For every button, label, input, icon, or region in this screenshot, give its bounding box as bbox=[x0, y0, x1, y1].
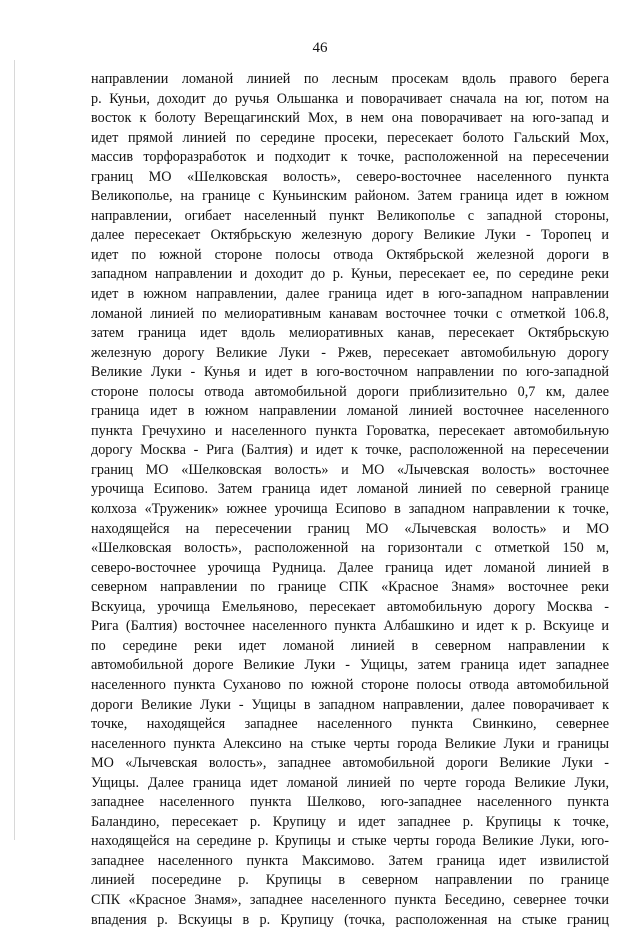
text-line: по середине реки идет ломаной линией в северном направлении к bbox=[91, 637, 609, 654]
text-line: границ МО «Шелковская волость», северо-восточнее населенного пункта bbox=[91, 168, 609, 185]
text-line: граница идет в южном направлении ломаной линией восточнее населенного bbox=[91, 403, 609, 420]
text-line: идет прямой линией по середине просеки, пересекает болото Гальский Мох, bbox=[91, 129, 609, 146]
text-line: СПК «Красное Знамя», западнее населенного пункта Беседино, севернее точки bbox=[91, 891, 609, 908]
text-line: западнее населенного пункта Шелково, юго-западнее населенного пункта bbox=[91, 794, 609, 811]
text-line: Великополье, на границе с Куньинским районом. Затем граница идет в южном bbox=[91, 188, 609, 205]
text-line: находящейся на пересечении границ МО «Лычевская волость» и МО bbox=[91, 520, 609, 537]
text-line: направлении, огибает населенный пункт Великополье с западной стороны, bbox=[91, 207, 609, 224]
text-line: пункта Гречухино и населенного пункта Горoватка, пересекает автомобильную bbox=[91, 422, 609, 439]
body-paragraph bbox=[91, 70, 609, 930]
text-line: западнее населенного пункта Максимово. Затем граница идет извилистой bbox=[91, 852, 609, 869]
text-line: дорогу Москва - Рига (Балтия) и идет к точке, расположенной на пересечении bbox=[91, 442, 609, 459]
text-line: р. Куньи, доходит до ручья Ольшанка и поворачивает сначала на юг, потом на bbox=[91, 90, 609, 107]
text-line: стороне полосы отвода автомобильной дороги приблизительно 0,7 км, далее bbox=[91, 383, 609, 400]
text-line: идет в южном направлении, далее граница идет в юго-западном направлении bbox=[91, 286, 609, 303]
text-line: дороги Великие Луки - Ущицы в западном направлении, далее поворачивает к bbox=[91, 696, 609, 713]
text-line: урочища Есипово. Затем граница идет ломаной линией по северной границе bbox=[91, 481, 609, 498]
text-line: точке, находящейся западнее населенного пункта Свинкино, севернее bbox=[91, 716, 609, 733]
text-line: восток к болоту Верещагинский Мох, в нем она поворачивает на юго-запад и bbox=[91, 110, 609, 127]
text-line: Великие Луки - Кунья и идет в юго-восточном направлении по юго-западной bbox=[91, 364, 609, 381]
text-line: массив торфоразработок и подходит к точке, расположенной на пересечении bbox=[91, 149, 609, 166]
text-line: Баландино, пересекает р. Крупицу и идет западнее р. Крупицы к точке, bbox=[91, 813, 609, 830]
text-line: идет по южной стороне полосы отвода Октябрьской железной дороги в bbox=[91, 246, 609, 263]
text-line: колхоза «Труженик» южнее урочища Есипово в западном направлении к точке, bbox=[91, 501, 609, 518]
text-line: линией посередине р. Крупицы в северном направлении по границе bbox=[91, 872, 609, 889]
text-line: Рига (Балтия) восточнее населенного пункта Албашкино и идет к р. Вскуице и bbox=[91, 618, 609, 635]
text-line: направлении ломаной линией по лесным просекам вдоль правого берега bbox=[91, 71, 609, 87]
page-number: 46 bbox=[312, 40, 328, 56]
text-line: впадения р. Вскуицы в р. Крупицу (точка, расположенная на стыке границ bbox=[91, 911, 609, 928]
text-line: Ущицы. Далее граница идет ломаной линией по черте города Великие Луки, bbox=[91, 774, 609, 791]
text-line: северном направлении по границе СПК «Красное Знамя» восточнее реки bbox=[91, 579, 609, 596]
text-line: находящейся на середине р. Крупицы и стыке черты города Великие Луки, юго- bbox=[91, 833, 609, 850]
text-line: автомобильной дороге Великие Луки - Ущицы, затем граница идет западнее bbox=[91, 657, 609, 674]
text-line: МО «Лычевская волость», западнее автомобильной дороги Великие Луки - bbox=[91, 755, 609, 772]
text-line: ломаной линией по мелиоративным канавам восточнее точки с отметкой 106.8, bbox=[91, 305, 609, 322]
text-line: северо-восточнее урочища Рудница. Далее граница идет ломаной линией в bbox=[91, 559, 609, 576]
text-line: Вскуица, урочища Емельяново, пересекает автомобильную дорогу Москва - bbox=[91, 598, 609, 615]
text-line: затем граница идет вдоль мелиоративных канав, пересекает Октябрьскую bbox=[91, 325, 609, 342]
text-line: границ МО «Шелковская волость» и МО «Лычевская волость» восточнее bbox=[91, 461, 609, 478]
scan-edge-line bbox=[14, 60, 15, 840]
text-line: «Шелковская волость», расположенной на горизонтали с отметкой 150 м, bbox=[91, 540, 609, 557]
text-line: западном направлении и доходит до р. Куньи, пересекает ее, по середине реки bbox=[91, 266, 609, 283]
text-line: железную дорогу Великие Луки - Ржев, пересекает автомобильную дорогу bbox=[91, 344, 609, 361]
text-line: населенного пункта Алексино на стыке черты города Великие Луки и границы bbox=[91, 735, 609, 752]
text-line: населенного пункта Суханово по южной стороне полосы отвода автомобильной bbox=[91, 676, 609, 693]
text-line: далее пересекает Октябрьскую железную дорогу Великие Луки - Торопец и bbox=[91, 227, 609, 244]
